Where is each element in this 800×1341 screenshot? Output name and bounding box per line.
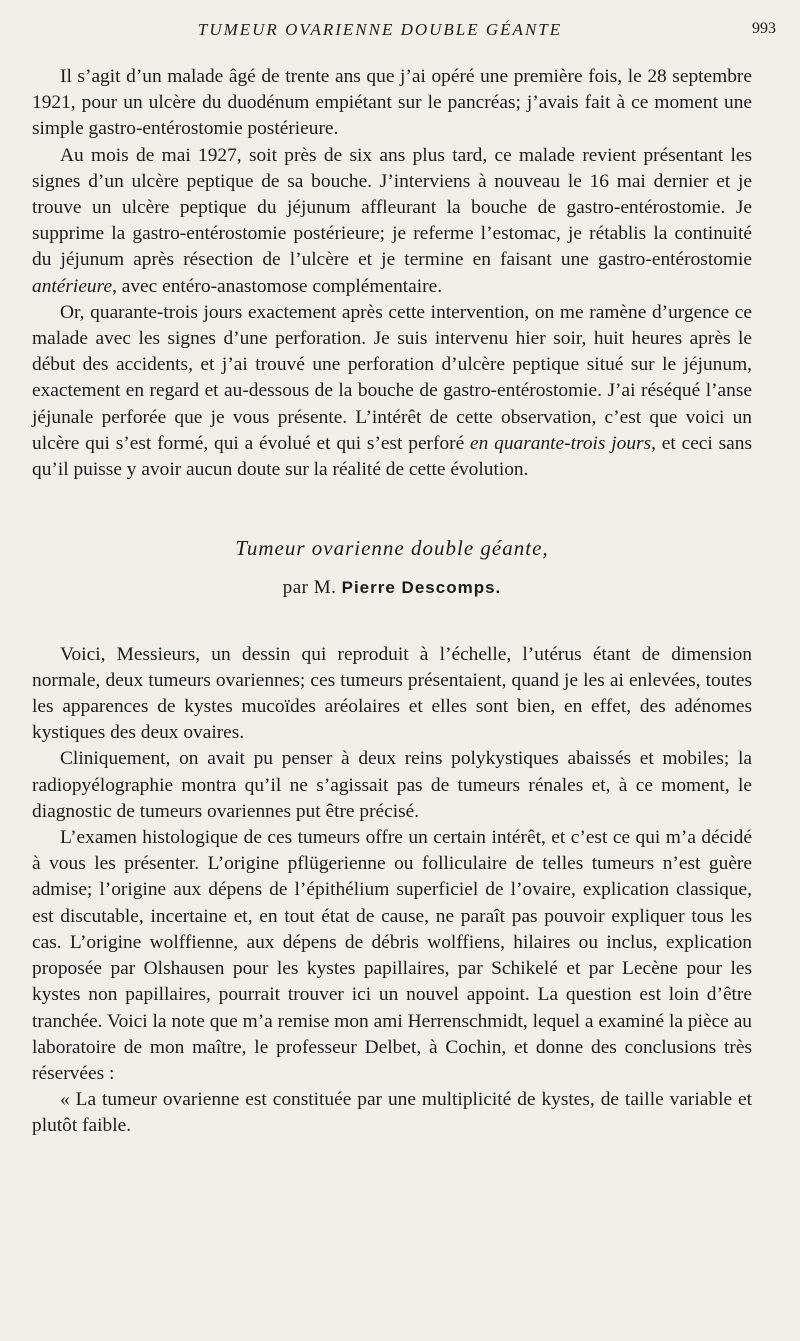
paragraph — [32, 825, 752, 1087]
emphasis: en quarante-trois jours — [470, 432, 652, 454]
running-title: TUMEUR OVARIENNE DOUBLE GÉANTE — [197, 20, 563, 39]
body-text — [32, 64, 752, 1140]
paragraph-text: Cliniquement, on avait pu penser à deux reins polykystiques abaissés et mobiles; la radiopyélographie montra qu’il ne s’agissait pas de tumeurs rénales et, à ce moment, le diagnostic de tumeurs ovariennes put être précisé. — [32, 748, 752, 822]
paragraph — [32, 1087, 752, 1139]
paragraph — [32, 746, 752, 825]
paragraph — [32, 642, 752, 747]
page-number: 993 — [752, 20, 776, 37]
paragraph-text: Voici, Messieurs, un dessin qui reproduit à l’échelle, l’utérus étant de dimension normale, deux tumeurs ovariennes; ces tumeurs présentaient, quand je les ai enlevées, toutes les apparences de kystes mucoïdes aréolaires et elles sont bien, en effet, des adénomes kystiques des deux ovaires. — [32, 643, 752, 744]
paragraph-text: , et ceci sans qu’il puisse y avoir aucun doute sur la réalité de cette évolution. — [32, 432, 752, 481]
byline — [32, 561, 752, 601]
emphasis: antérieure — [32, 275, 113, 297]
paragraph-text: , avec entéro-anastomose complémentaire. — [112, 275, 443, 297]
spacer — [32, 602, 752, 642]
byline-prefix: par M. — [282, 577, 342, 599]
author-name: Pierre Descomps. — [341, 578, 502, 598]
section-title: Tumeur ovarienne double géante, — [235, 536, 549, 561]
paragraph-text: Or, quarante-trois jours exactement après cette intervention, on me ramène d’urgence ce malade avec les signes d’une perforation. Je suis intervenu hier soir, huit heures après le début des accidents, et j’ai trouvé une perforation d’ulcère peptique situé sur le jéjunum, exactement en regard et au-dessous de la bouche de gastro-entérostomie. J’ai réséqué l’anse jéjunale perforée que je vous présente. L’intérêt de cette observation, c’est que voici un ulcère qui s’est formé, qui a évolué et qui s’est perforé — [32, 301, 752, 454]
paragraph — [32, 64, 752, 143]
running-head — [0, 20, 800, 48]
paragraph — [32, 300, 752, 483]
paragraph-text: Il s’agit d’un malade âgé de trente ans que j’ai opéré une première fois, le 28 septembre 1921, pour un ulcère du duodénum empiétant sur le pancréas; j’avais fait à ce moment une simple gastro-entérostomie postérieure. — [32, 66, 752, 140]
paragraph — [32, 143, 752, 300]
paragraph-text: L’examen histologique de ces tumeurs offre un certain intérêt, et c’est ce qui m’a décidé à vous les présenter. L’origine pflügerienne ou folliculaire de telles tumeurs n’est guère admise; l’origine aux dépens de l’épithélium superficiel de l’ovaire, explication classique, est discutable, incertaine et, en tout état de cause, ne paraît pas pouvoir expliquer tous les cas. L’origine wolffienne, aux dépens de débris wolffiens, hilaires ou inclus, explication proposée par Olshausen pour les kystes papillaires, par Schikelé et par Lecène pour les kystes non papillaires, pourrait trouver ici un nouvel appoint. La question est loin d’être tranchée. Voici la note que m’a remise mon ami Herrenschmidt, lequel a examiné la pièce au laboratoire de mon maître, le professeur Delbet, à Cochin, et donne des conclusions très réservées : — [32, 827, 752, 1084]
paragraph-text: « La tumeur ovarienne est constituée par une multiplicité de kystes, de taille variable et plutôt faible. — [32, 1089, 752, 1137]
paragraph-text: Au mois de mai 1927, soit près de six ans plus tard, ce malade revient présentant les signes d’un ulcère peptique de sa bouche. J’interviens à nouveau le 16 mai dernier et je trouve un ulcère peptique du jéjunum affleurant la bouche de gastro-entérostomie. Je supprime la gastro-entérostomie postérieure; je referme l’estomac, je rétablis la continuité du jéjunum après résection de l’ulcère et je termine en faisant une gastro-entérostomie — [32, 144, 752, 271]
